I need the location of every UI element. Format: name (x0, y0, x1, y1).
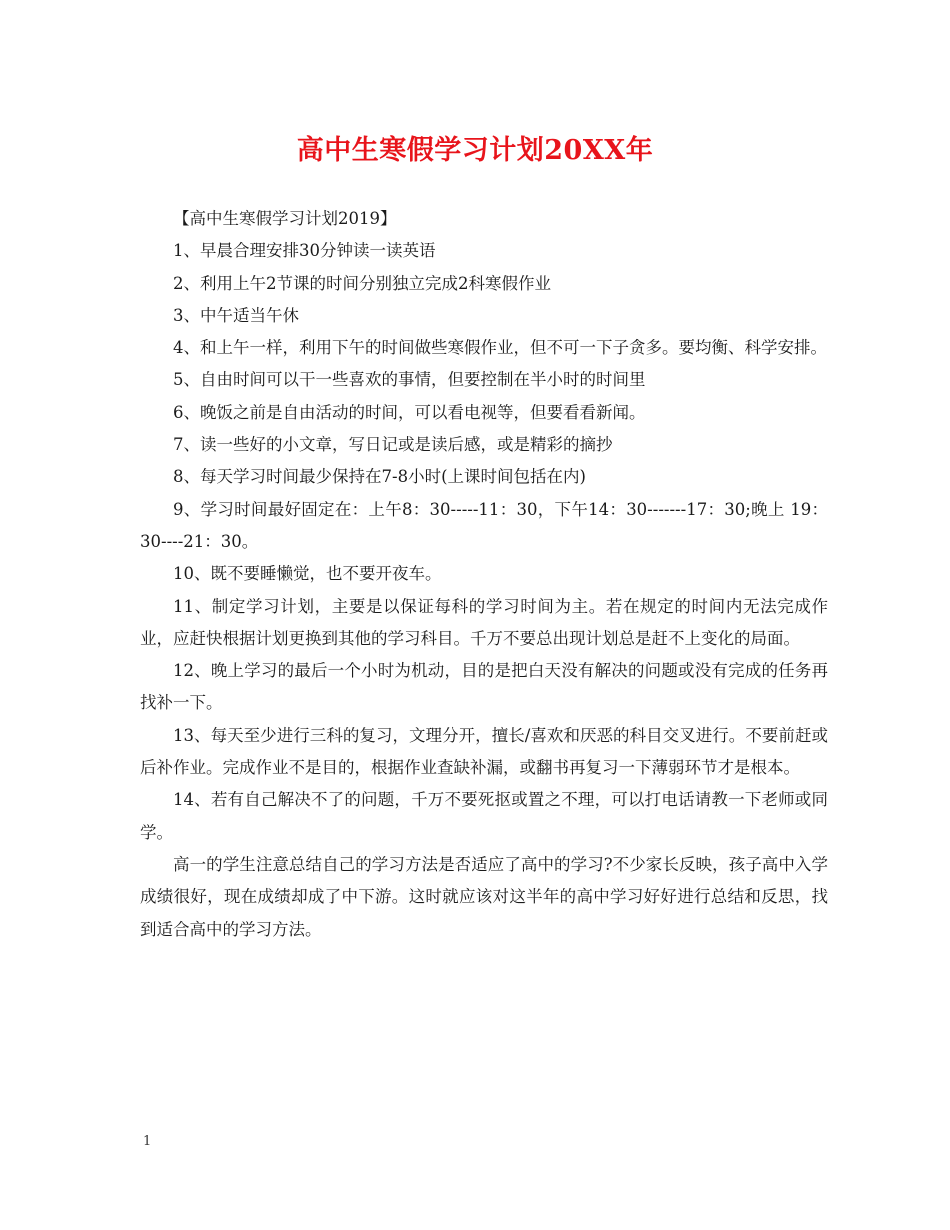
paragraph-item-8: 8、每天学习时间最少保持在7-8小时(上课时间包括在内) (173, 467, 586, 487)
paragraph-item-5: 5、自由时间可以干一些喜欢的事情，但要控制在半小时的时间里 (173, 370, 646, 390)
paragraph-item-9: 9、学习时间最好固定在：上午8：30-----11：30，下午14：30-------17：30;晚上 19：30----21：30。 (140, 499, 828, 551)
paragraph-item-6: 6、晚饭之前是自由活动的时间，可以看电视等，但要看看新闻。 (173, 402, 646, 422)
paragraph-item-14: 14、若有自己解决不了的问题，千万不要死抠或置之不理，可以打电话请教一下老师或同学。 (140, 790, 828, 842)
paragraph-item-10: 10、既不要睡懒觉，也不要开夜车。 (173, 564, 442, 584)
paragraph-item-1: 1、早晨合理安排30分钟读一读英语 (173, 241, 436, 261)
paragraph-item-12: 12、晚上学习的最后一个小时为机动，目的是把白天没有解决的问题或没有完成的任务再找补一下。 (140, 661, 828, 713)
paragraph-item-7: 7、读一些好的小文章，写日记或是读后感，或是精彩的摘抄 (173, 435, 613, 455)
paragraph-item-4: 4、和上午一样，利用下午的时间做些寒假作业，但不可一下子贪多。要均衡、科学安排。 (173, 338, 827, 358)
paragraph-item-13: 13、每天至少进行三科的复习，文理分开，擅长/喜欢和厌恶的科目交叉进行。不要前赶或后补作业。完成作业不是目的，根据作业查缺补漏，或翻书再复习一下薄弱环节才是根本。 (140, 725, 828, 778)
paragraph-closing: 高一的学生注意总结自己的学习方法是否适应了高中的学习?不少家长反映，孩子高中入学成绩很好，现在成绩却成了中下游。这时就应该对这半年的高中学习好好进行总结和反思，找到适合高中的学习方法。 (140, 854, 828, 939)
paragraph-item-3: 3、中午适当午休 (173, 305, 299, 325)
page-number: 1 (143, 1134, 152, 1149)
page-title: 高中生寒假学习计划20XX年 (296, 135, 654, 166)
paragraph-item-11: 11、制定学习计划，主要是以保证每科的学习时间为主。若在规定的时间内无法完成作业，应赶快根据计划更换到其他的学习科目。千万不要总出现计划总是赶不上变化的局面。 (140, 596, 828, 648)
paragraph-subtitle: 【高中生寒假学习计划2019】 (173, 209, 397, 228)
paragraph-item-2: 2、利用上午2节课的时间分别独立完成2科寒假作业 (173, 273, 551, 293)
document-body (140, 203, 828, 946)
